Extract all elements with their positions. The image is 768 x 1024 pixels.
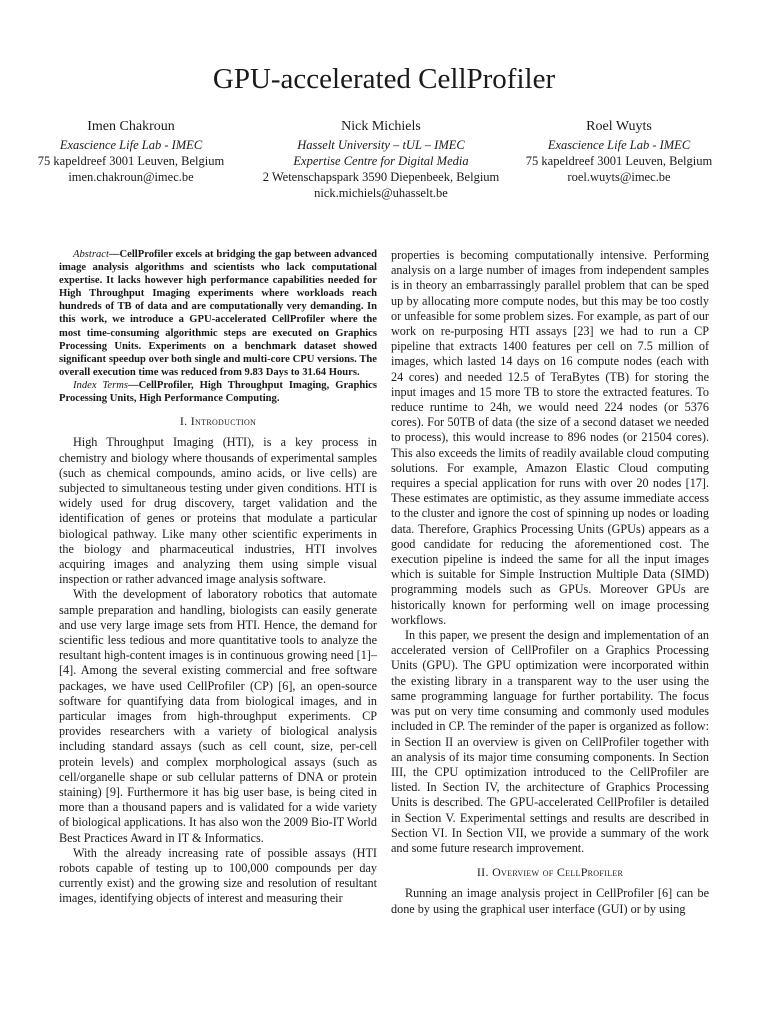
- abstract-lead: Abstract: [73, 249, 109, 260]
- section-title: Introduction: [190, 414, 257, 429]
- body-paragraph: High Throughput Imaging (HTI), is a key process in chemistry and biology where thousands of experimental samples (such as chemical compounds, amino acids, or live cells) are subjected to simultaneous testing under given conditions. HTI is widely used for drug discovery, target validation and the identification of genes or proteins that modulate a particular biological pathway. Like many other scientific experiments in the biology and pharmaceutical industries, HTI involves acquiring images and analyzing them using simple visual inspection or rather advanced image analysis software.: [59, 435, 377, 587]
- author-name: Imen Chakroun: [87, 119, 175, 134]
- author-address: 2 Wetenschapspark 3590 Diepenbeek, Belgium: [262, 170, 500, 184]
- section-number: II.: [476, 865, 489, 880]
- index-terms: [59, 379, 377, 405]
- author-name: Nick Michiels: [341, 119, 421, 134]
- author-affiliation: Exascience Life Lab - IMEC: [547, 138, 691, 152]
- index-terms-text: —CellProfiler, High Throughput Imaging, Graphics Processing Units, High Performance Computing.: [59, 379, 377, 405]
- paper-title: GPU-accelerated CellProfiler: [212, 63, 556, 95]
- section-heading-introduction: [59, 414, 377, 429]
- section-title: Overview of CellProfiler: [492, 865, 624, 880]
- right-column: [391, 248, 709, 917]
- author-email: imen.chakroun@imec.be: [68, 170, 194, 184]
- section-number: I.: [179, 414, 188, 429]
- index-terms-lead: Index Terms: [73, 379, 129, 391]
- author-email: nick.michiels@uhasselt.be: [314, 186, 448, 200]
- body-paragraph: With the already increasing rate of possible assays (HTI robots capable of testing up to 100,000 compounds per day currently exist) and the growing size and resolution of resultant images, identifying objects of interest and measuring their: [59, 845, 377, 906]
- author-affiliation: Exascience Life Lab - IMEC: [59, 138, 203, 152]
- section-heading-overview: [391, 865, 709, 880]
- author-block-1: [22, 118, 240, 185]
- author-name: Roel Wuyts: [586, 119, 652, 134]
- author-block-3: [508, 118, 730, 185]
- author-block-2: [250, 118, 512, 201]
- body-paragraph: With the development of laboratory robotics that automate sample preparation and handling, biologists can easily generate and use very large image sets from HTI. Hence, the demand for scientific less tedious and more quantitative tools to analyze the resultant high-content images is in continuous growing need [1]–[4]. Among the several existing commercial and free software packages, we have used CellProfiler (CP) [6], an open-source software for quantifying data from biological images, and in particular images from high-throughput experiments. CP provides researchers with a variety of biological analysis including standard assays (such as cell count, size, per-cell protein levels) and complex morphological assays (such as cell/organelle shape or sub cellular patterns of DNA or protein staining) [9]. Furthermore it has big user base, is being cited in more than a thousand papers and is validated for a wide variety of biological applications. It has also won the 2009 Bio-IT World Best Practices Award in IT & Informatics.: [59, 587, 377, 845]
- left-column: [59, 248, 377, 907]
- author-affiliation-2: Expertise Centre for Digital Media: [293, 154, 469, 168]
- author-affiliation: Hasselt University – tUL – IMEC: [297, 138, 465, 152]
- body-paragraph: Running an image analysis project in CellProfiler [6] can be done by using the graphical user interface (GUI) or by using: [391, 886, 709, 916]
- body-paragraph: properties is becoming computationally intensive. Performing analysis on a large number of images from independent samples is in theory an embarrassingly parallel problem that can be sped up by allocating more compute nodes, but this may be too costly or unfeasible for some problem sizes. For example, as part of our work on re-purposing HTI assays [23] we had to run a CP pipeline that extracts 1400 features per cell on 7.5 million of images, which lasted 14 days on 16 compute nodes (each with 24 cores) and needed 12.5 of TeraBytes (TB) for storing the input images and 15 more TB to store the extracted features. To reduce runtime to 24h, we would need 224 nodes (or 5376 cores). For 50TB of data (the size of a second dataset we needed to process), this would increase to 896 nodes (or 21504 cores). This also exceeds the limits of readily available cloud computing solutions. For example, Amazon Elastic Cloud computing requires a special application for runs with over 20 nodes [17]. These estimates are optimistic, as they assume immediate access to the cluster and ignore the cost of spinning up nodes or loading data. Therefore, Graphics Processing Units (GPUs) appears as a good candidate for reducing the aforementioned cost. The execution pipeline is indeed the same for all the input images which is suitable for Simple Instruction Multiple Data (SIMD) programming models such as GPUs. Moreover GPUs are historically known for performing well on image processing workflows.: [391, 248, 709, 627]
- author-address: 75 kapeldreef 3001 Leuven, Belgium: [37, 154, 225, 168]
- body-paragraph: In this paper, we present the design and implementation of an accelerated version of CellProfiler on a Graphics Processing Units (GPU). The GPU optimization were incorporated within the existing library in a transparent way to the user using the same programming language for further portability. The focus was put on very time consuming and commonly used modules included in CP. The reminder of the paper is organized as follow: in Section II an overview is given on CellProfiler together with an analysis of its major time consuming components. In Section III, the CPU optimization introduced to the CellProfiler are listed. In Section IV, the architecture of Graphics Processing Units is described. The GPU-accelerated CellProfiler is detailed in Section V. Experimental settings and results are described in Section VI. In Section VII, we provide a summary of the work and some future research improvement.: [391, 628, 709, 855]
- abstract-text: —CellProfiler excels at bridging the gap between advanced image analysis algorithms and scientists who lack computational expertise. It lacks however high performance capabilities needed for High Throughput Imaging experiments where workloads reach hundreds of TB of data and are computationally very demanding. In this work, we introduce a GPU-accelerated CellProfiler where the most time-consuming algorithmic steps are executed on Graphics Processing Units. Experiments on a benchmark dataset showed significant speedup over both single and multi-core CPU versions. The overall execution time was reduced from 9.83 Days to 31.64 Hours.: [59, 249, 377, 378]
- abstract: [59, 248, 377, 379]
- author-email: roel.wuyts@imec.be: [567, 170, 671, 184]
- author-address: 75 kapeldreef 3001 Leuven, Belgium: [525, 154, 713, 168]
